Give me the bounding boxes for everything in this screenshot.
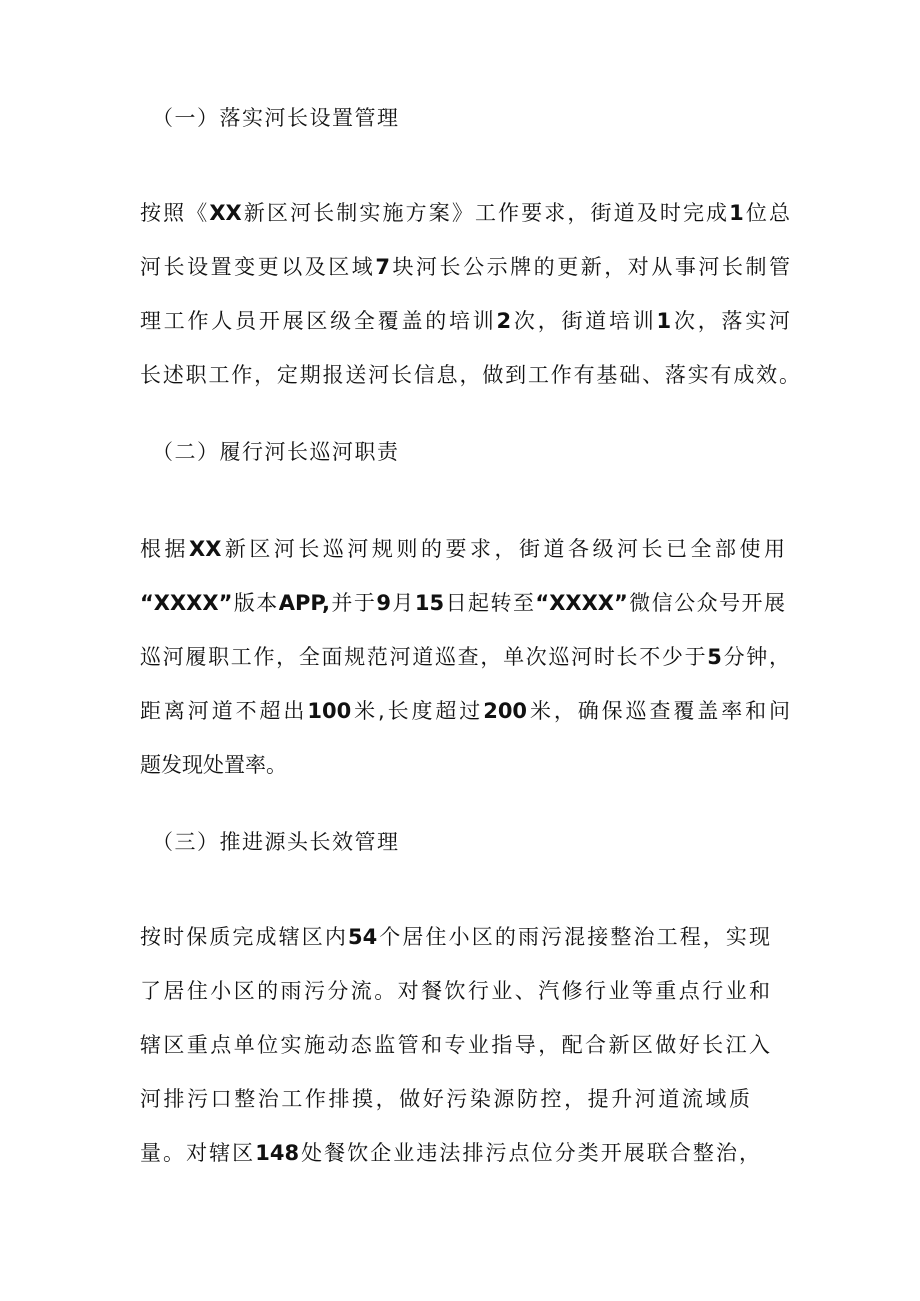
text-run: 月	[390, 591, 415, 615]
text-run: 处餐饮企业违法排污点位分类开展联合整治，	[299, 1141, 760, 1165]
section-heading-1: （一）落实河长设置管理	[152, 106, 400, 130]
text-run: 巡河履职工作，全面规范河道巡查，单次巡河时长不少于	[140, 645, 708, 669]
bold-text-run: XX	[189, 537, 222, 561]
paragraph-line	[140, 522, 785, 576]
text-run: 块河长公示牌的更新，对从事河长制管	[389, 255, 790, 279]
paragraph-line	[140, 964, 770, 1018]
paragraph-line	[140, 738, 800, 792]
paragraph-line	[140, 240, 790, 294]
text-run: 理工作人员开展区级全覆盖的培训	[140, 309, 497, 333]
text-run: 了居住小区的雨污分流。对餐饮行业、汽修行业等重点行业和	[140, 979, 770, 1003]
paragraph-line	[140, 576, 785, 630]
paragraph-line	[140, 1126, 760, 1180]
text-run: 题发现处置率。	[140, 753, 287, 777]
bold-text-run: 148	[255, 1141, 300, 1165]
bold-text-run: 100	[307, 699, 352, 723]
text-run: 日起转至	[444, 591, 536, 615]
text-run: 个居住小区的雨污混接整治工程，实现	[377, 925, 770, 949]
text-run: 次，街道培训	[511, 309, 657, 333]
section-heading-3: （三）推进源头长效管理	[152, 830, 400, 854]
text-run: 版本	[232, 591, 279, 615]
bold-text-run: “XXXX”	[535, 591, 628, 615]
text-run: 距离河道不超出	[140, 699, 308, 723]
paragraph-line	[140, 294, 790, 348]
bold-text-run: XX	[209, 201, 242, 225]
text-run: 量。对辖区	[140, 1141, 256, 1165]
bold-text-run: 1	[729, 201, 744, 225]
bold-text-run: 7	[375, 255, 390, 279]
text-run: 河排污口整治工作排摸，做好污染源防控，提升河道流域质	[140, 1087, 750, 1111]
text-run: 按照《	[140, 201, 210, 225]
paragraph-line	[140, 1018, 770, 1072]
text-run: 河长设置变更以及区域	[140, 255, 376, 279]
text-run: 新区河长制实施方案》工作要求，街道及时完成	[241, 201, 730, 225]
bold-text-run: “XXXX”	[140, 591, 233, 615]
bold-text-run: 54	[347, 925, 378, 949]
bold-text-run: 200	[483, 699, 528, 723]
text-run: 次，落实河	[671, 309, 790, 333]
section-paragraph-3	[140, 910, 800, 1180]
paragraph-line	[140, 1072, 750, 1126]
text-run: 位总	[743, 201, 790, 225]
text-run: 微信公众号开展	[627, 591, 785, 615]
paragraph-line	[140, 684, 790, 738]
text-run: 辖区重点单位实施动态监管和专业指导，配合新区做好长江入	[140, 1033, 770, 1057]
text-run: 长述职工作，定期报送河长信息，做到工作有基础、落实有成效。	[140, 363, 800, 387]
section-paragraph-2	[140, 522, 800, 792]
section-paragraph-1	[140, 186, 800, 402]
text-run: 米，确保巡查覆盖率和问	[527, 699, 790, 723]
text-run: 米,长度超过	[351, 699, 484, 723]
paragraph-line	[140, 348, 800, 402]
text-run: 新区河长巡河规则的要求，街道各级河长已全部使用	[221, 537, 785, 561]
bold-text-run: 2	[496, 309, 512, 333]
bold-text-run: 15	[414, 591, 445, 615]
bold-text-run: APP,	[278, 591, 330, 615]
paragraph-line	[140, 910, 770, 964]
text-run: 并于	[329, 591, 377, 615]
bold-text-run: 1	[656, 309, 672, 333]
text-run: 分钟，	[721, 645, 790, 669]
paragraph-line	[140, 186, 790, 240]
section-heading-2: （二）履行河长巡河职责	[152, 440, 400, 464]
paragraph-line	[140, 630, 790, 684]
text-run: 根据	[140, 537, 190, 561]
bold-text-run: 5	[707, 645, 722, 669]
bold-text-run: 9	[376, 591, 391, 615]
text-run: 按时保质完成辖区内	[140, 925, 348, 949]
